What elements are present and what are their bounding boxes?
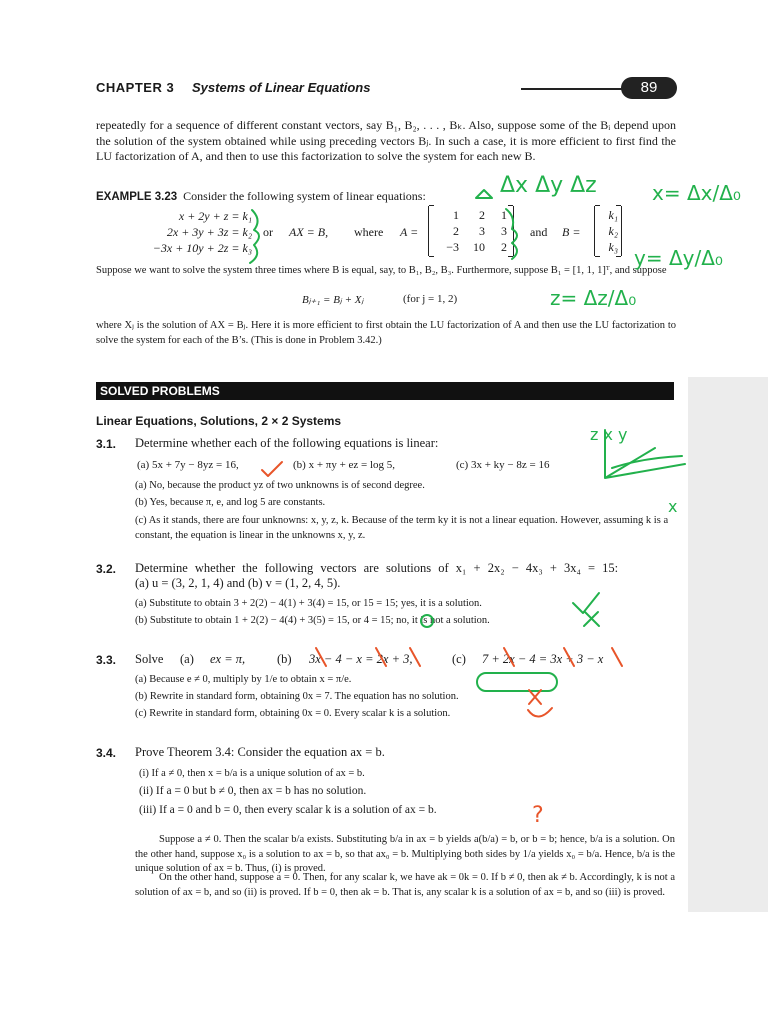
matrix-a-cell: 1 bbox=[501, 208, 507, 222]
problem-part-label: (a) bbox=[180, 652, 194, 666]
solution-line: (a) Substitute to obtain 3 + 2(2) − 4(1) + 3(4) = 15, or 15 = 15; yes, it is a solution. bbox=[135, 598, 482, 609]
chapter-title: Systems of Linear Equations bbox=[192, 80, 371, 95]
green-z-formula: z= Δz/Δ₀ bbox=[550, 286, 637, 310]
problem-part: (a) 5x + 7y − 8yz = 16, bbox=[137, 459, 239, 471]
or-word: or bbox=[263, 225, 273, 239]
matrix-a-cell: 3 bbox=[479, 224, 485, 238]
matrix-a-cell: 10 bbox=[473, 240, 485, 254]
green-delta-row: Δx Δy Δz bbox=[500, 173, 597, 198]
equation-1: x + 2y + z = k₁ bbox=[178, 209, 252, 223]
problem-part: 7 + 2x − 4 = 3x + 3 − x bbox=[482, 652, 604, 666]
problem-statement: Determine whether the following vectors are solutions of x₁ + 2x₂ − 4x₃ + 3x₄ = 15: bbox=[135, 561, 619, 575]
vector-b-cell: k₂ bbox=[608, 224, 618, 238]
green-y-formula: y= Δy/Δ₀ bbox=[634, 246, 723, 270]
problem-number: 3.2. bbox=[96, 562, 117, 576]
problem-part: (b) x + πy + ez = log 5, bbox=[293, 459, 396, 471]
checkmark-icon bbox=[528, 708, 552, 717]
recurrence-condition: (for j = 1, 2) bbox=[403, 293, 458, 305]
matrix-a bbox=[428, 206, 514, 256]
axes-sketch bbox=[612, 456, 682, 468]
vector-b-cell: k₃ bbox=[608, 240, 618, 254]
solution-line: (b) Rewrite in standard form, obtaining 0x = 7. The equation has no solution. bbox=[135, 691, 459, 702]
green-axes-labels: z x y bbox=[590, 425, 628, 444]
matrix-a-cell: 3 bbox=[501, 224, 507, 238]
problem-statement-solve: Solve bbox=[135, 652, 164, 666]
theorem-case: (i) If a ≠ 0, then x = b/a is a unique solution of ax = b. bbox=[139, 768, 365, 779]
problem-part: ex = π, bbox=[210, 652, 246, 666]
checkmark-icon bbox=[262, 462, 282, 476]
solution-line: (a) Because e ≠ 0, multiply by 1/e to obtain x = π/e. bbox=[135, 674, 352, 685]
delta-sketch bbox=[476, 190, 492, 198]
matrix-a-cell: −3 bbox=[446, 240, 459, 254]
closing-paragraph: where Xⱼ is the solution of AX = Bⱼ. Here it is more efficient to first obtain the LU factorization of A and then use the LU factorization to solve the system for each of the B’s. (This is done in Problem 3.42.) bbox=[96, 320, 676, 346]
example-intro: Consider the following system of linear equations: bbox=[183, 189, 426, 203]
vector-b bbox=[594, 206, 622, 256]
section-title-bar: SOLVED PROBLEMS bbox=[96, 382, 674, 400]
proof-paragraph: On the other hand, suppose a = 0. Then, for any scalar k, we have ak = 0k = 0. If b ≠ 0, then ak ≠ b. Accordingly, k is not a solution of ax = b, and so (ii) is proved. If b = 0, then ak = b. That is, any scalar k is a solution of ax = b, and so (iii) is proved. bbox=[135, 872, 675, 898]
solution-line: (a) No, because the product yz of two unknowns is of second degree. bbox=[135, 480, 425, 491]
solution-line: (b) Yes, because π, e, and log 5 are constants. bbox=[135, 497, 326, 508]
checkmark-icon bbox=[573, 593, 599, 613]
suppose-paragraph: Suppose we want to solve the system three times where B is equal, say, to B₁, B₂, B₃. Furthermore, suppose B₁ = [1, 1, 1]ᵀ, and suppose bbox=[96, 265, 667, 276]
green-x-formula: x= Δx/Δ₀ bbox=[652, 181, 741, 205]
header-rule bbox=[521, 88, 631, 90]
recurrence-equation: Bⱼ₊₁ = Bⱼ + Xⱼ bbox=[302, 294, 364, 306]
problem-number: 3.1. bbox=[96, 437, 117, 451]
where-word: where bbox=[354, 225, 384, 239]
matrix-a-cell: 2 bbox=[479, 208, 485, 222]
right-margin-panel bbox=[688, 377, 768, 912]
solution-line: (c) As it stands, there are four unknowns: x, y, z, k. Because of the term ky it is not a linear equation. However, assuming k is a constant, the equation is linear in the unknowns x, y, z. bbox=[135, 515, 669, 541]
example-heading bbox=[96, 189, 426, 204]
theorem-case: (ii) If a = 0 but b ≠ 0, then ax = b has no solution. bbox=[139, 785, 367, 797]
chapter-label: CHAPTER 3 bbox=[96, 80, 175, 95]
ax-equals-b: AX = B, bbox=[289, 225, 329, 239]
example-label: EXAMPLE 3.23 bbox=[96, 191, 178, 203]
and-word: and bbox=[530, 225, 548, 239]
matrix-a-cell: 1 bbox=[453, 208, 459, 222]
proof-paragraph: Suppose a ≠ 0. Then the scalar b/a exists. Substituting b/a in ax = b yields a(b/a) = b, or b = b; hence, b/a is a solution. On the other hand, suppose x₀ is a solution to ax = b, so that ax₀ = b. Multiplying both sides by 1/a yields x₀ = b/a. Hence, b/a is the unique solution of ax = b. Thus, (i) is proved. bbox=[135, 834, 675, 874]
equation-3: −3x + 10y + 2z = k₃ bbox=[152, 241, 252, 255]
problem-part: 3x − 4 − x = 2x + 3, bbox=[309, 652, 413, 666]
page-number: 89 bbox=[621, 77, 677, 99]
theorem-case: (iii) If a = 0 and b = 0, then every scalar k is a solution of ax = b. bbox=[139, 804, 437, 816]
problem-statement-2: (a) u = (3, 2, 1, 4) and (b) v = (1, 2, 4, 5). bbox=[135, 576, 341, 590]
vector-b-cell: k₁ bbox=[608, 208, 618, 222]
matrix-a-cell: 2 bbox=[501, 240, 507, 254]
matrix-a-cell: 2 bbox=[453, 224, 459, 238]
subsection-title: Linear Equations, Solutions, 2 × 2 Systems bbox=[96, 414, 342, 428]
a-equals: A = bbox=[400, 225, 419, 239]
green-x-axis-label: x bbox=[668, 497, 678, 516]
solution-line: (c) Rewrite in standard form, obtaining 0x = 0. Every scalar k is a solution. bbox=[135, 708, 451, 719]
problem-part-label: (b) bbox=[277, 652, 292, 666]
problem-part-label: (c) bbox=[452, 652, 466, 666]
problem-number: 3.3. bbox=[96, 653, 117, 667]
axes-sketch bbox=[605, 430, 685, 478]
x-mark-icon bbox=[529, 690, 541, 704]
problem-statement: Prove Theorem 3.4: Consider the equation ax = b. bbox=[135, 745, 385, 759]
problem-part: (c) 3x + ky − 8z = 16 bbox=[456, 459, 550, 471]
circle-mark bbox=[477, 673, 557, 691]
equation-2: 2x + 3y + 3z = k₂ bbox=[166, 225, 252, 239]
chapter-header bbox=[96, 80, 676, 100]
intro-paragraph: repeatedly for a sequence of different constant vectors, say B₁, B₂, . . . , Bₖ. Also, suppose some of the Bᵢ depend upon the solution of the system obtained while using preceding vectors Bⱼ. In such a case, it is more efficient to first find the LU factorization of A, and then to use this factorization to solve the system for each new B. bbox=[96, 118, 676, 164]
b-equals: B = bbox=[562, 225, 581, 239]
problem-number: 3.4. bbox=[96, 746, 117, 760]
solution-line: (b) Substitute to obtain 1 + 2(2) − 4(4) + 3(5) = 15, or 4 = 15; no, it is not a solution. bbox=[135, 615, 490, 626]
question-mark: ? bbox=[532, 803, 544, 828]
problem-statement: Determine whether each of the following equations is linear: bbox=[135, 436, 439, 450]
x-mark-icon bbox=[584, 612, 599, 626]
